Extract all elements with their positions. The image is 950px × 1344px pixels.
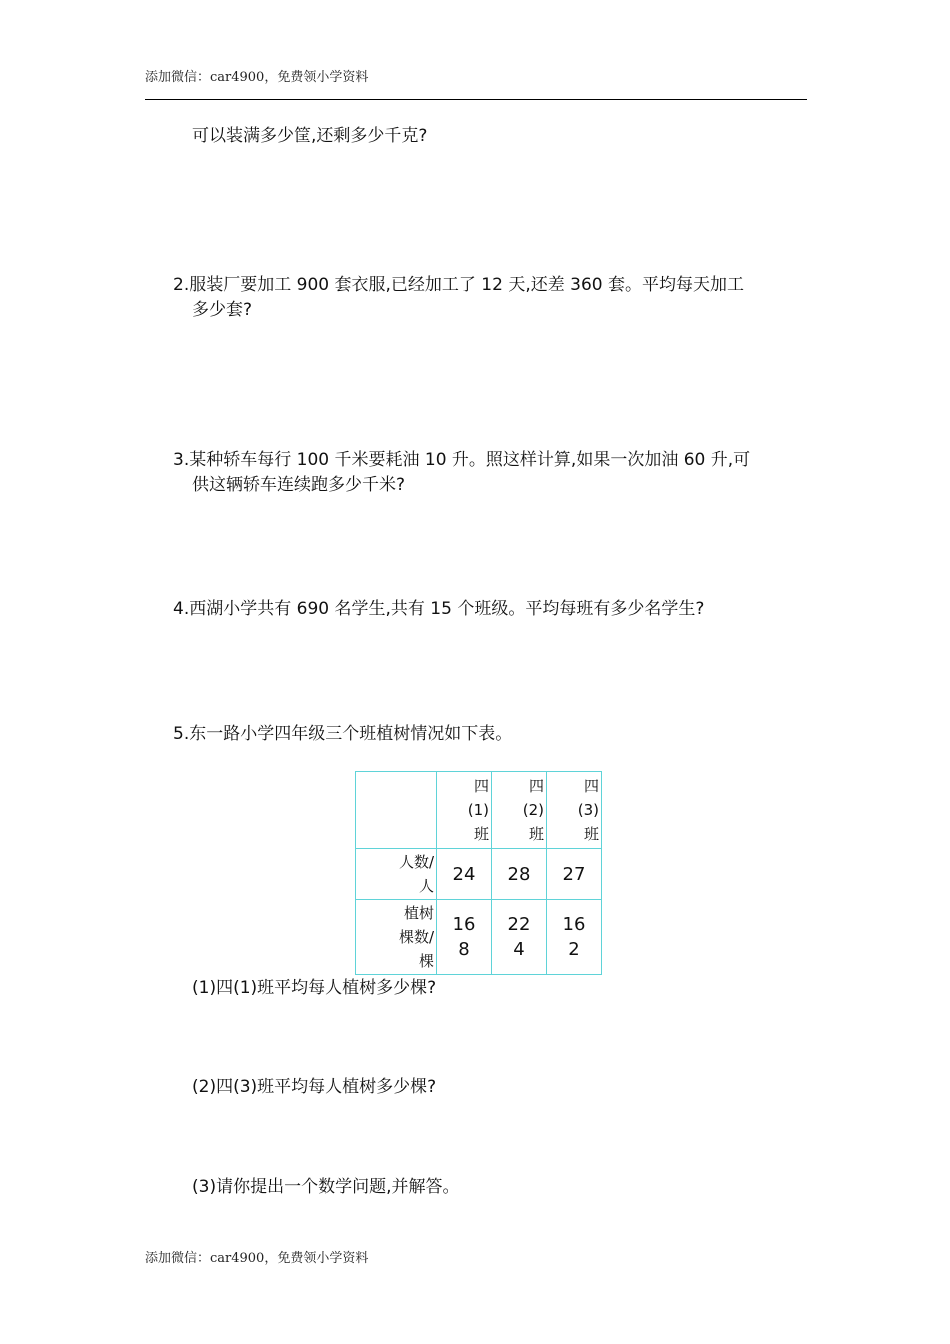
table-cell [547, 849, 602, 900]
cell-value: 28 [507, 863, 531, 885]
row-label-cell [356, 849, 437, 900]
col-header-text: (3) [577, 801, 599, 819]
page-footer-text: 添加微信：car4900，免费领小学资料 [145, 1251, 369, 1266]
tree-planting-table [355, 771, 602, 975]
cell-value: 16 [562, 914, 586, 935]
cell-value: 22 [507, 914, 531, 935]
table-cell [492, 849, 547, 900]
table-cell [437, 900, 492, 975]
row-label-text: 棵数/ [398, 928, 434, 946]
problem-5-line-1: 5.东一路小学四年级三个班植树情况如下表。 [173, 724, 513, 744]
col-header-text: 班 [583, 825, 599, 843]
table-cell [492, 900, 547, 975]
cell-value: 24 [452, 863, 476, 885]
col-header-text: (1) [467, 801, 489, 819]
table-col-header [492, 772, 547, 849]
col-header-text: 四 [583, 777, 599, 795]
problem-3-line-2: 供这辆轿车连续跑多少千米? [192, 475, 406, 495]
row-label-text: 人 [418, 877, 434, 895]
header-divider [145, 99, 807, 100]
problem-5-question-3: (3)请你提出一个数学问题,并解答。 [192, 1177, 460, 1197]
row-label-text: 植树 [403, 904, 434, 922]
col-header-text: 班 [528, 825, 544, 843]
table-row [356, 900, 602, 975]
row-label-text: 人数/ [398, 853, 434, 871]
problem-4-line-1: 4.西湖小学共有 690 名学生,共有 15 个班级。平均每班有多少名学生? [173, 599, 705, 619]
problem-2-line-1: 2.服装厂要加工 900 套衣服,已经加工了 12 天,还差 360 套。平均每天加工 [173, 275, 744, 295]
col-header-text: 四 [473, 777, 489, 795]
row-label-cell [356, 900, 437, 975]
cell-value: 16 [452, 914, 476, 935]
table-corner-cell [356, 772, 437, 849]
problem-2-line-2: 多少套? [192, 300, 253, 320]
page-header-text: 添加微信：car4900，免费领小学资料 [145, 70, 369, 85]
table-cell [437, 849, 492, 900]
table-row [356, 849, 602, 900]
table-col-header [437, 772, 492, 849]
problem-1-continuation: 可以装满多少筐,还剩多少千克? [192, 126, 428, 146]
col-header-text: 班 [473, 825, 489, 843]
cell-value: 8 [458, 939, 470, 960]
cell-value: 2 [568, 939, 580, 960]
cell-value: 4 [513, 939, 525, 960]
col-header-text: 四 [528, 777, 544, 795]
problem-5-question-2: (2)四(3)班平均每人植树多少棵? [192, 1077, 437, 1097]
problem-5-question-1: (1)四(1)班平均每人植树多少棵? [192, 978, 437, 998]
cell-value: 27 [562, 863, 586, 885]
table-col-header [547, 772, 602, 849]
table-cell [547, 900, 602, 975]
problem-3-line-1: 3.某种轿车每行 100 千米要耗油 10 升。照这样计算,如果一次加油 60 升,可 [173, 450, 751, 470]
col-header-text: (2) [522, 801, 544, 819]
row-label-text: 棵 [418, 952, 434, 970]
